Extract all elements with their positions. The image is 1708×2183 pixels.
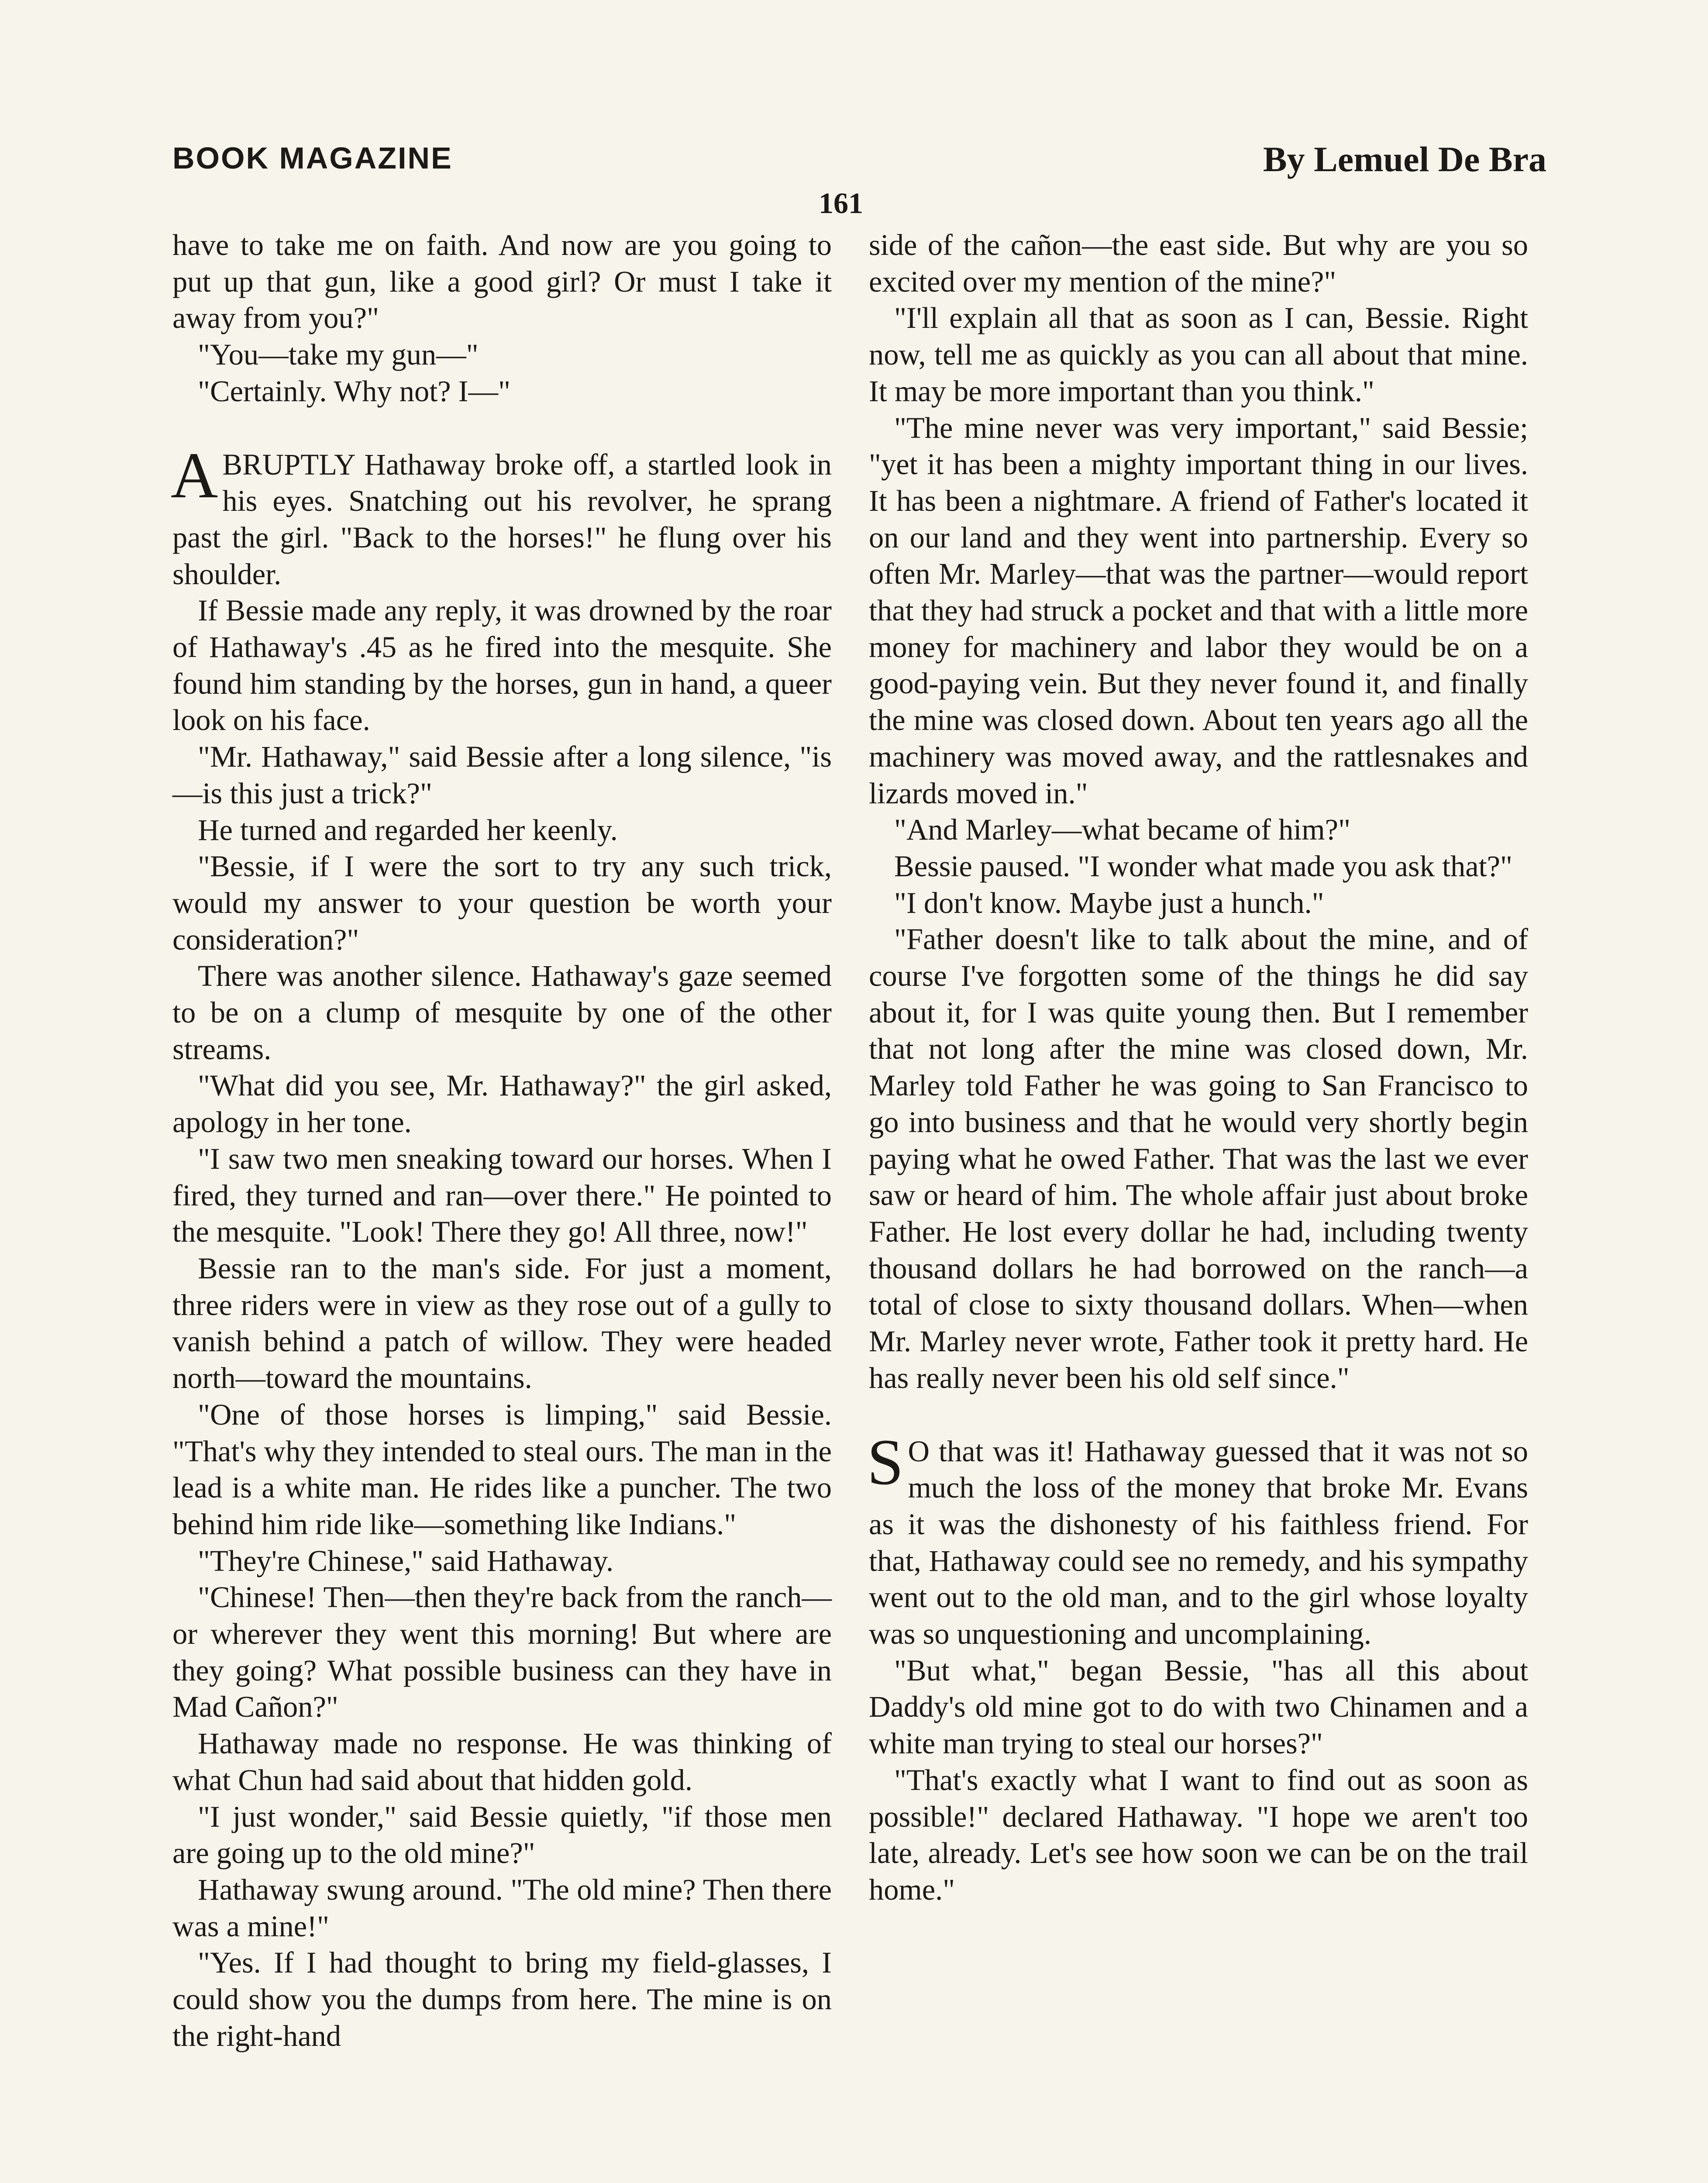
section-paragraph (867, 1425, 1528, 1653)
paragraph: Bessie ran to the man's side. For just a moment, three riders were in view as they rose out of a gully to vanish behind a patch of willow. They were headed north—toward the mountains. (172, 1251, 832, 1395)
paragraph-text: BRUPTLY Hathaway broke off, a startled look in his eyes. Snatching out his revolver, he sprang past the girl. "Back to the horses!" he flung over his shoulder. (172, 448, 832, 591)
drop-cap: S (867, 1425, 904, 1498)
paragraph: "Bessie, if I were the sort to try any such trick, would my answer to your question be worth your consideration?" (172, 850, 832, 956)
paragraph: "Father doesn't like to talk about the mine, and of course I've forgotten some of the things he did say about it, for I was quite young then. But I remember that not long after the mine was closed down, Mr. Marley told Father he was going to San Francisco to go into business and that he would very shortly begin paying what he owed Father. That was the last we ever saw or heard of him. The whole affair just about broke Father. He lost every dollar he had, including twenty thousand dollars he had borrowed on the ranch—a total of close to sixty thousand dollars. When—when Mr. Marley never wrote, Father took it pretty hard. He has really never been his old self since." (869, 923, 1528, 1395)
paragraph: side of the cañon—the east side. But why are you so excited over my mention of the mine?" (869, 228, 1528, 298)
paragraph: "I'll explain all that as soon as I can, Bessie. Right now, tell me as quickly as you can all about that mine. It may be more important than you think." (869, 301, 1528, 408)
paragraph: If Bessie made any reply, it was drowned by the roar of Hathaway's .45 as he fired into the mesquite. She found him standing by the horses, gun in hand, a queer look on his face. (172, 594, 832, 737)
paragraph: "Chinese! Then—then they're back from the ranch—or wherever they went this morning! But where are they going? What possible business can they have in Mad Cañon?" (172, 1580, 832, 1724)
paragraph: "What did you see, Mr. Hathaway?" the girl asked, apology in her tone. (172, 1069, 832, 1139)
right-column (869, 227, 1528, 1908)
paragraph: have to take me on faith. And now are you going to put up that gun, like a good girl? Or must I take it away from you?" (172, 228, 832, 335)
paragraph-text: O that was it! Hathaway guessed that it was not so much the loss of the money that broke Mr. Evans as it was the dishonesty of his faithless friend. For that, Hathaway could see no remedy, and his sympathy went out to the old man, and to the girl whose loyalty was so unquestioning and uncomplaining. (869, 1434, 1528, 1651)
paragraph: Bessie paused. "I wonder what made you ask that?" (894, 849, 1513, 883)
paragraph: Hathaway made no response. He was thinking of what Chun had said about that hidden gold. (172, 1727, 832, 1797)
paragraph: "I just wonder," said Bessie quietly, "if those men are going up to the old mine?" (172, 1800, 832, 1870)
paragraph: "Yes. If I had thought to bring my field-glasses, I could show you the dumps from here. The mine is on the right-hand (172, 1946, 832, 2052)
paragraph: "But what," began Bessie, "has all this about Daddy's old mine got to do with two Chinamen and a white man trying to steal our horses?" (869, 1653, 1528, 1760)
page-number: 161 (819, 186, 863, 220)
paragraph: "One of those horses is limping," said Bessie. "That's why they intended to steal ours. The man in the lead is a white man. He rides like a puncher. The two behind him ride like—something like Indians." (172, 1398, 832, 1541)
paragraph: "And Marley—what became of him?" (894, 813, 1351, 847)
paragraph: "Mr. Hathaway," said Bessie after a long silence, "is—is this just a trick?" (172, 740, 832, 810)
section-paragraph (171, 439, 832, 593)
paragraph: Hathaway swung around. "The old mine? Then there was a mine!" (172, 1873, 832, 1943)
drop-cap: A (171, 439, 218, 512)
paragraph: "I saw two men sneaking toward our horses. When I fired, they turned and ran—over there." He pointed to the mesquite. "Look! There they go! All three, now!" (172, 1142, 832, 1249)
paragraph: "That's exactly what I want to find out as soon as possible!" declared Hathaway. "I hope we aren't too late, already. Let's see how soon we can be on the trail home." (869, 1763, 1528, 1906)
magazine-title: BOOK MAGAZINE (172, 141, 453, 175)
paragraph: He turned and regarded her keenly. (198, 813, 618, 847)
paragraph: "The mine never was very important," said Bessie; "yet it has been a mighty important thing in our lives. It has been a nightmare. A friend of Father's located it on our land and they went into partnership. Every so often Mr. Marley—that was the partner—would report that they had struck a pocket and that with a little more money for machinery and labor they would be on a good-paying vein. But they never found it, and finally the mine was closed down. About ten years ago all the machinery was moved away, and the rattlesnakes and lizards moved in." (869, 411, 1528, 810)
paragraph: "You—take my gun—" (198, 338, 479, 372)
paragraph: "They're Chinese," said Hathaway. (198, 1544, 614, 1577)
paragraph: "I don't know. Maybe just a hunch." (894, 886, 1324, 919)
left-column (172, 227, 832, 2054)
byline: By Lemuel De Bra (1263, 139, 1546, 179)
paragraph: "Certainly. Why not? I—" (198, 374, 511, 408)
paragraph: There was another silence. Hathaway's gaze seemed to be on a clump of mesquite by one of the other streams. (172, 959, 832, 1066)
